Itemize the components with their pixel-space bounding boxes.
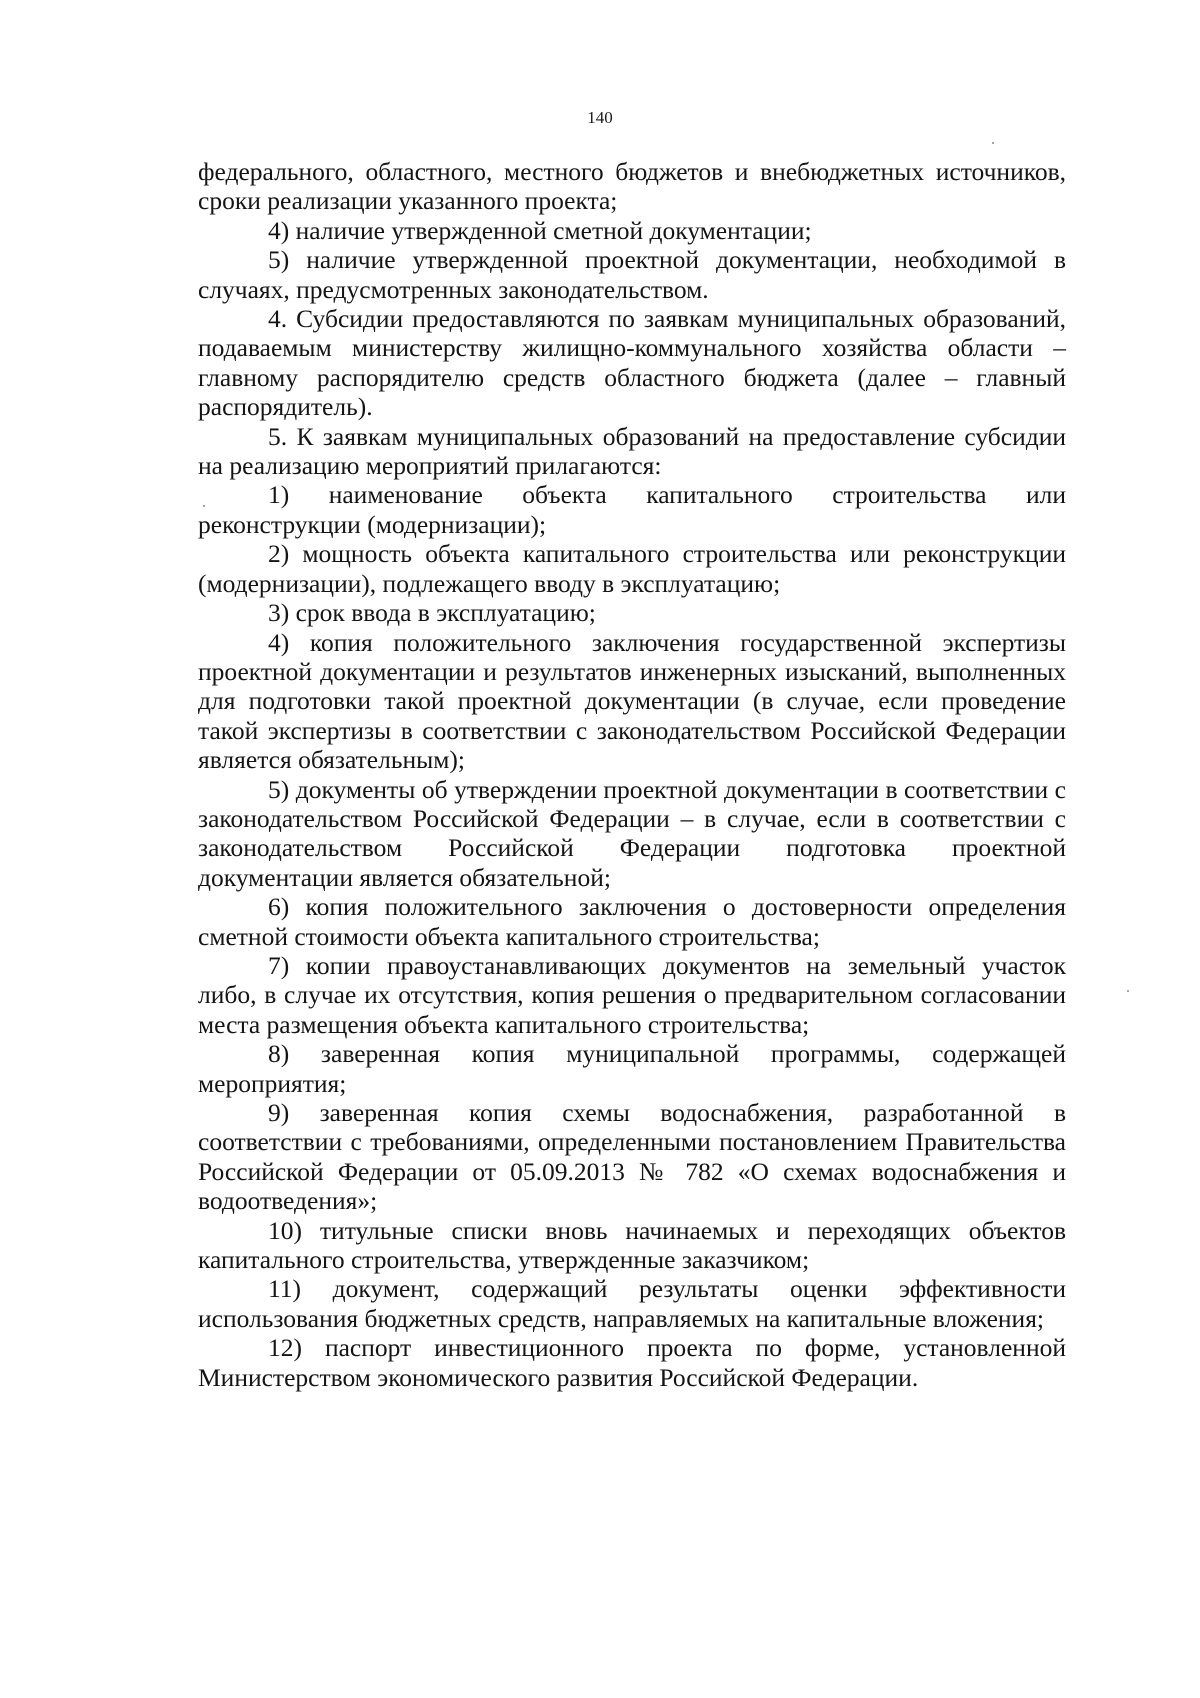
paragraph-clause-5: 5. К заявкам муниципальных образований на предоставление субсидии на реализацию мероприятий прилагаются: [198, 421, 1066, 481]
paragraph-continuation: федерального, областного, местного бюджетов и внебюджетных источников, сроки реализации указанного проекта; [198, 157, 1066, 216]
list-item-11: 11) документ, содержащий результаты оценки эффективности использования бюджетных средств, направляемых на капитальные вложения; [198, 1274, 1066, 1333]
scan-speck [1127, 990, 1129, 992]
document-body [198, 157, 1066, 1392]
list-item-10: 10) титульные списки вновь начинаемых и переходящих объектов капитального строительства, утвержденные заказчиком; [198, 1215, 1066, 1275]
scan-speck [992, 142, 994, 144]
list-item-9: 9) заверенная копия схемы водоснабжения, разработанной в соответствии с требованиями, определенными постановлением Правительства Российской Федерации от 05.09.2013 № 782 «О схемах водоснабжения и водоотведения»; [198, 1098, 1066, 1216]
list-item-4: 4) копия положительного заключения государственной экспертизы проектной документации и результатов инженерных изысканий, выполненных для подготовки такой проектной документации (в случае, если проведение такой экспертизы в соответствии с законодательством Российской Федерации является обязательным); [198, 627, 1066, 775]
page-number: 140 [587, 108, 613, 127]
list-item-12: 12) паспорт инвестиционного проекта по форме, установленной Министерством экономического развития Российской Федерации. [198, 1333, 1066, 1392]
paragraph-clause-4: 4. Субсидии предоставляются по заявкам муниципальных образований, подаваемым министерству жилищно-коммунального хозяйства области – главному распорядителю средств областного бюджета (далее – главный распорядитель). [198, 304, 1066, 422]
paragraph-item-5-project-docs: 5) наличие утвержденной проектной документации, необходимой в случаях, предусмотренных законодательством. [198, 245, 1066, 304]
list-item-8: 8) заверенная копия муниципальной программы, содержащей мероприятия; [198, 1039, 1066, 1098]
scan-speck [203, 505, 205, 507]
paragraph-item-4-estimate-docs: 4) наличие утвержденной сметной документации; [268, 215, 812, 245]
list-item-2: 2) мощность объекта капитального строительства или реконструкции (модернизации), подлежащего вводу в эксплуатацию; [198, 539, 1066, 598]
list-item-7: 7) копии правоустанавливающих документов на земельный участок либо, в случае их отсутствия, копия решения о предварительном согласовании места размещения объекта капитального строительства; [198, 950, 1066, 1039]
list-item-1: 1) наименование объекта капитального строительства или реконструкции (модернизации); [198, 480, 1066, 539]
list-item-5: 5) документы об утверждении проектной документации в соответствии с законодательством Российской Федерации – в случае, если в соответствии с законодательством Российской Федерации подготовка проектной документации является обязательной; [198, 774, 1066, 892]
list-item-3: 3) срок ввода в эксплуатацию; [268, 598, 596, 628]
list-item-6: 6) копия положительного заключения о достоверности определения сметной стоимости объекта капитального строительства; [198, 892, 1066, 951]
